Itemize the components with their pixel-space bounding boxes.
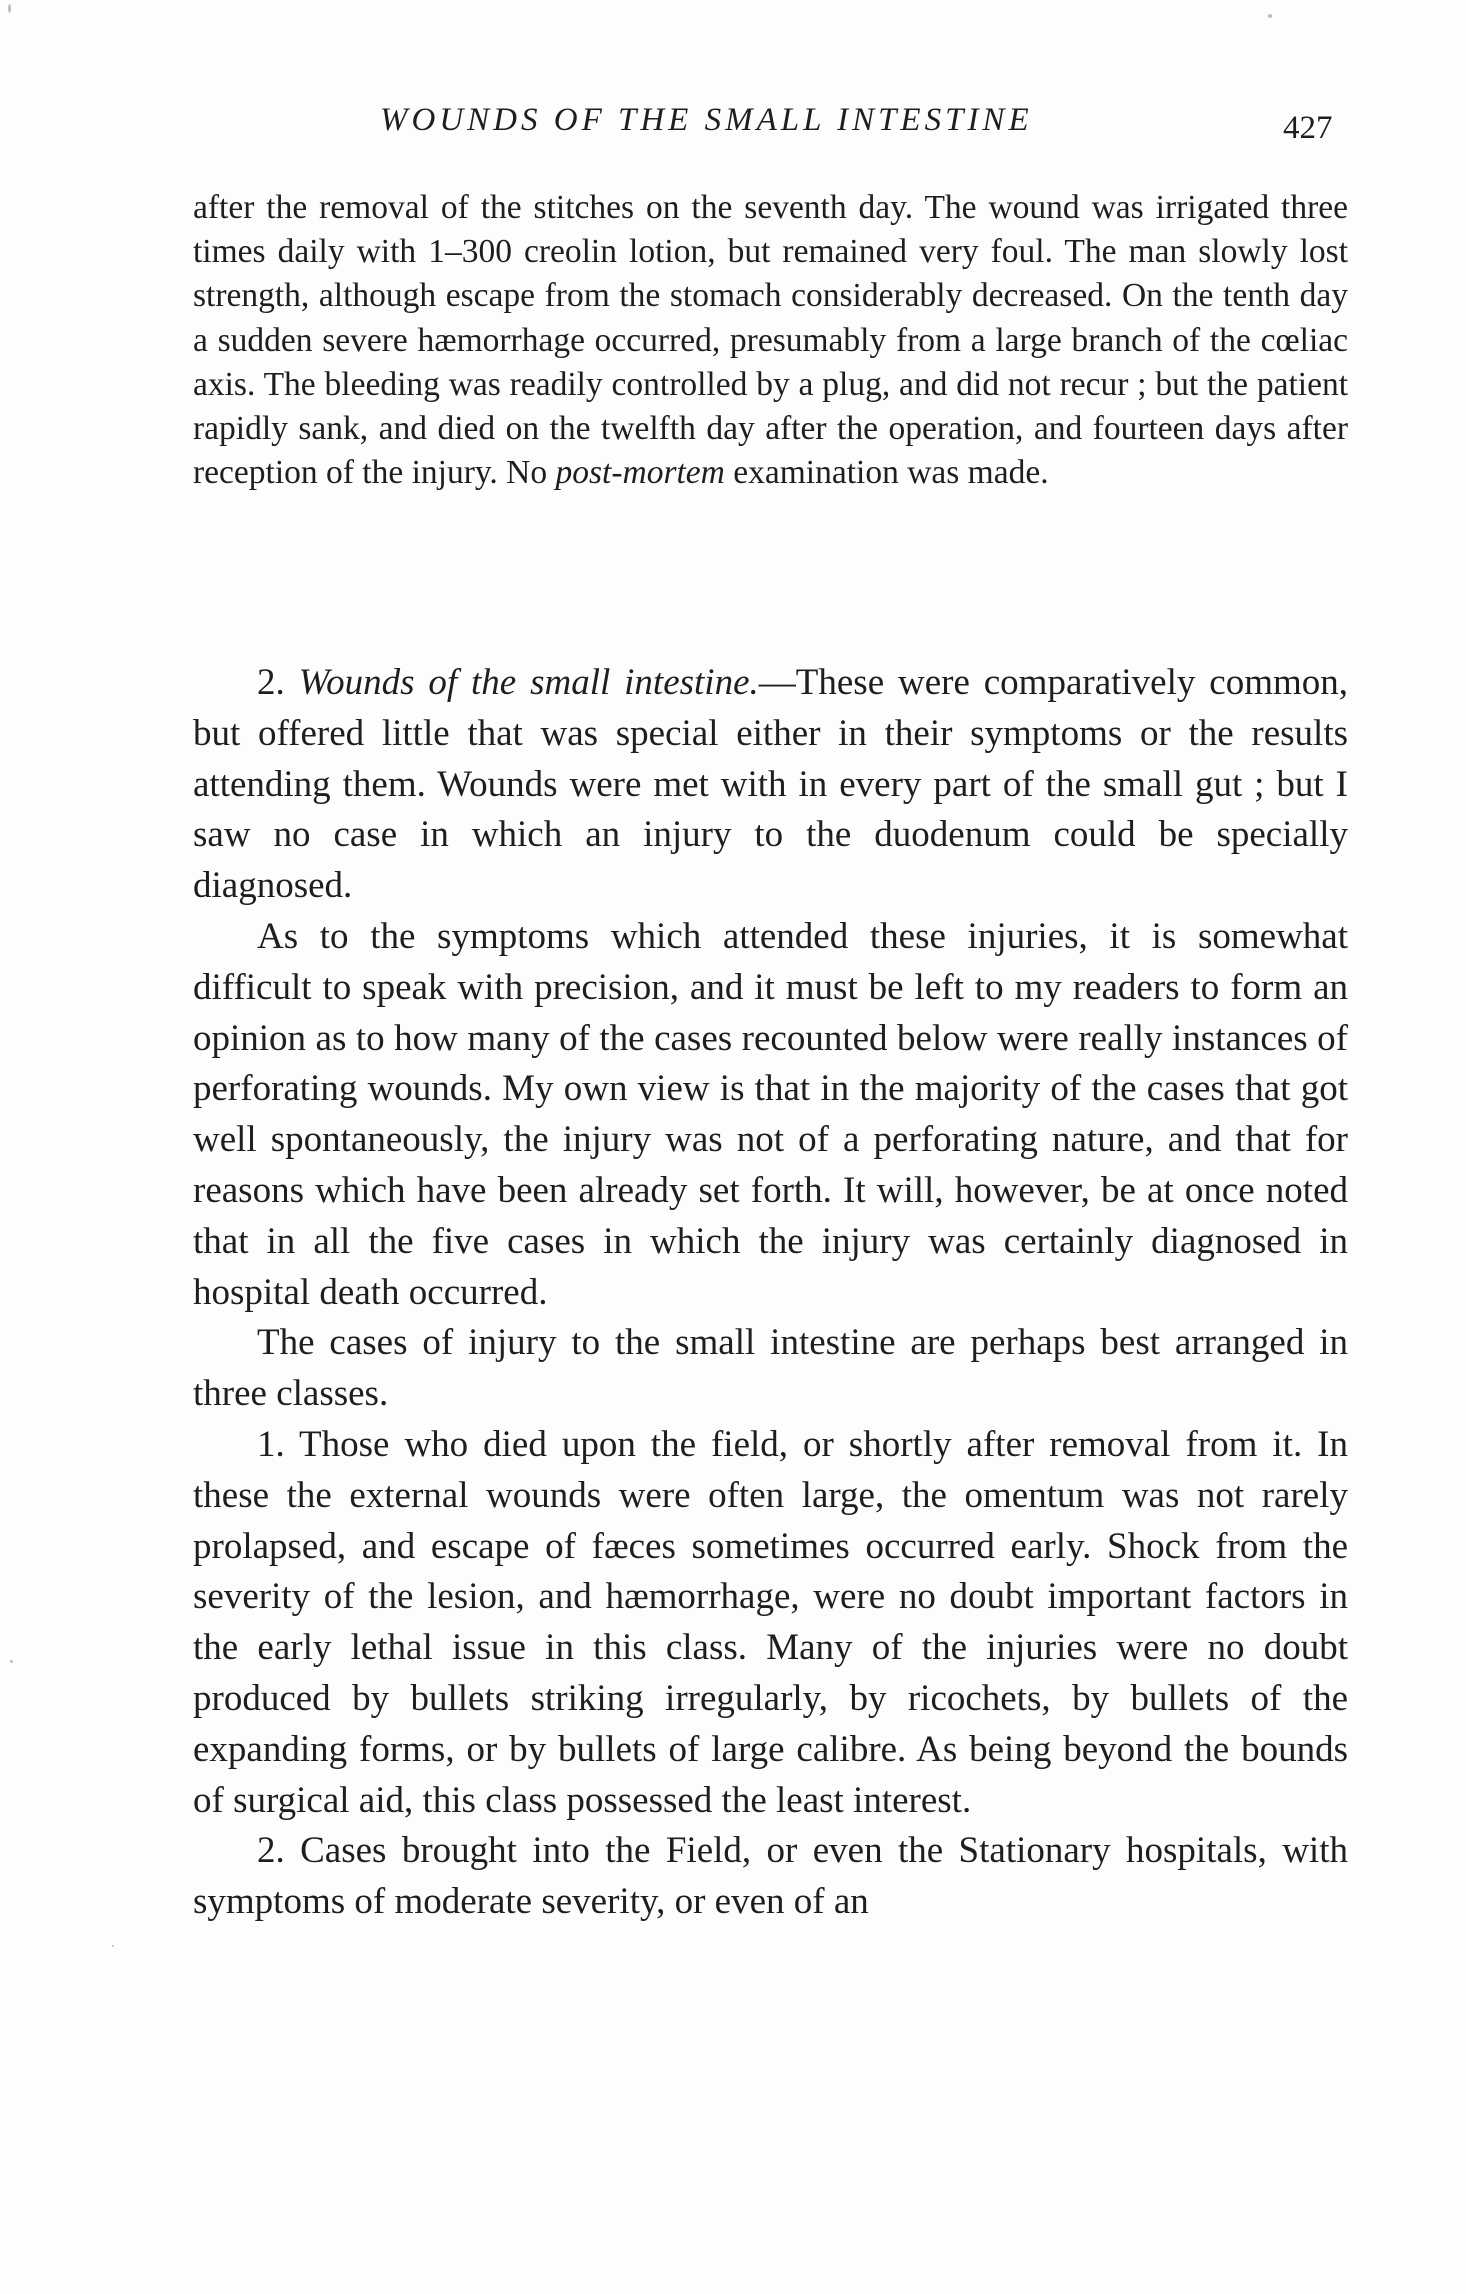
scan-speck [10,1660,13,1663]
paragraph-class-two: 2. Cases brought into the Field, or even the Stationary hospitals, with symptoms of moderate severity, or even of an [193,1830,1348,1923]
scan-speck [112,1945,114,1947]
section-number: 2. [257,662,299,703]
scan-speck [1268,14,1272,18]
scan-speck [8,4,11,13]
section-paragraph [193,658,1348,912]
main-text-block [193,658,1348,1928]
continued-paragraph-block [193,186,1348,495]
paragraph-classes: The cases of injury to the small intestine are perhaps best arranged in three classes. [193,1322,1348,1415]
post-mortem-term: post-mortem [555,454,725,492]
continued-paragraph [193,186,1348,495]
section-heading: Wounds of the small intestine. [298,662,759,703]
continued-text-b: examination was made. [724,454,1049,492]
paragraph-class-one: 1. Those who died upon the field, or shortly after removal from it. In these the external wounds were often large, the omentum was not rarely prolapsed, and escape of fæces sometimes occurred early. Shock from the severity of the lesion, and hæmorrhage, were no doubt important factors in the early lethal issue in this class. Many of the injuries were no doubt produced by bullets striking irregularly, by ricochets, by bullets of the expanding forms, or by bullets of large calibre. As being beyond the bounds of surgical aid, this class possessed the least interest. [193,1423,1348,1821]
continued-text-a: after the removal of the stitches on the seventh day. The wound was irrigated three times daily with 1–300 creolin lotion, but remained very foul. The man slowly lost strength, although escape from the stomach considerably decreased. On the tenth day a sudden severe hæmorrhage occurred, presumably from a large branch of the cœliac axis. The bleeding was readily controlled by a plug, and did not recur ; but the patient rapidly sank, and died on the twelfth day after the operation, and fourteen days after reception of the injury. No [193,189,1348,492]
section-text: —These were comparatively common, but offered little that was special either in their symptoms or the results attending them. Wounds were met with in every part of the small gut ; but I saw no case in which an injury to the duodenum could be specially diagnosed. [193,662,1349,907]
page-number: 427 [1283,110,1333,146]
paragraph-symptoms: As to the symptoms which attended these injuries, it is somewhat difficult to speak with precision, and it must be left to my readers to form an opinion as to how many of the cases recounted below were really instances of perforating wounds. My own view is that in the majority of the cases that got well spontaneously, the injury was not of a perforating nature, and that for reasons which have been already set forth. It will, however, be at once noted that in all the five cases in which the injury was certainly diagnosed in hospital death occurred. [193,915,1348,1313]
running-head: WOUNDS OF THE SMALL INTESTINE [380,102,1033,138]
